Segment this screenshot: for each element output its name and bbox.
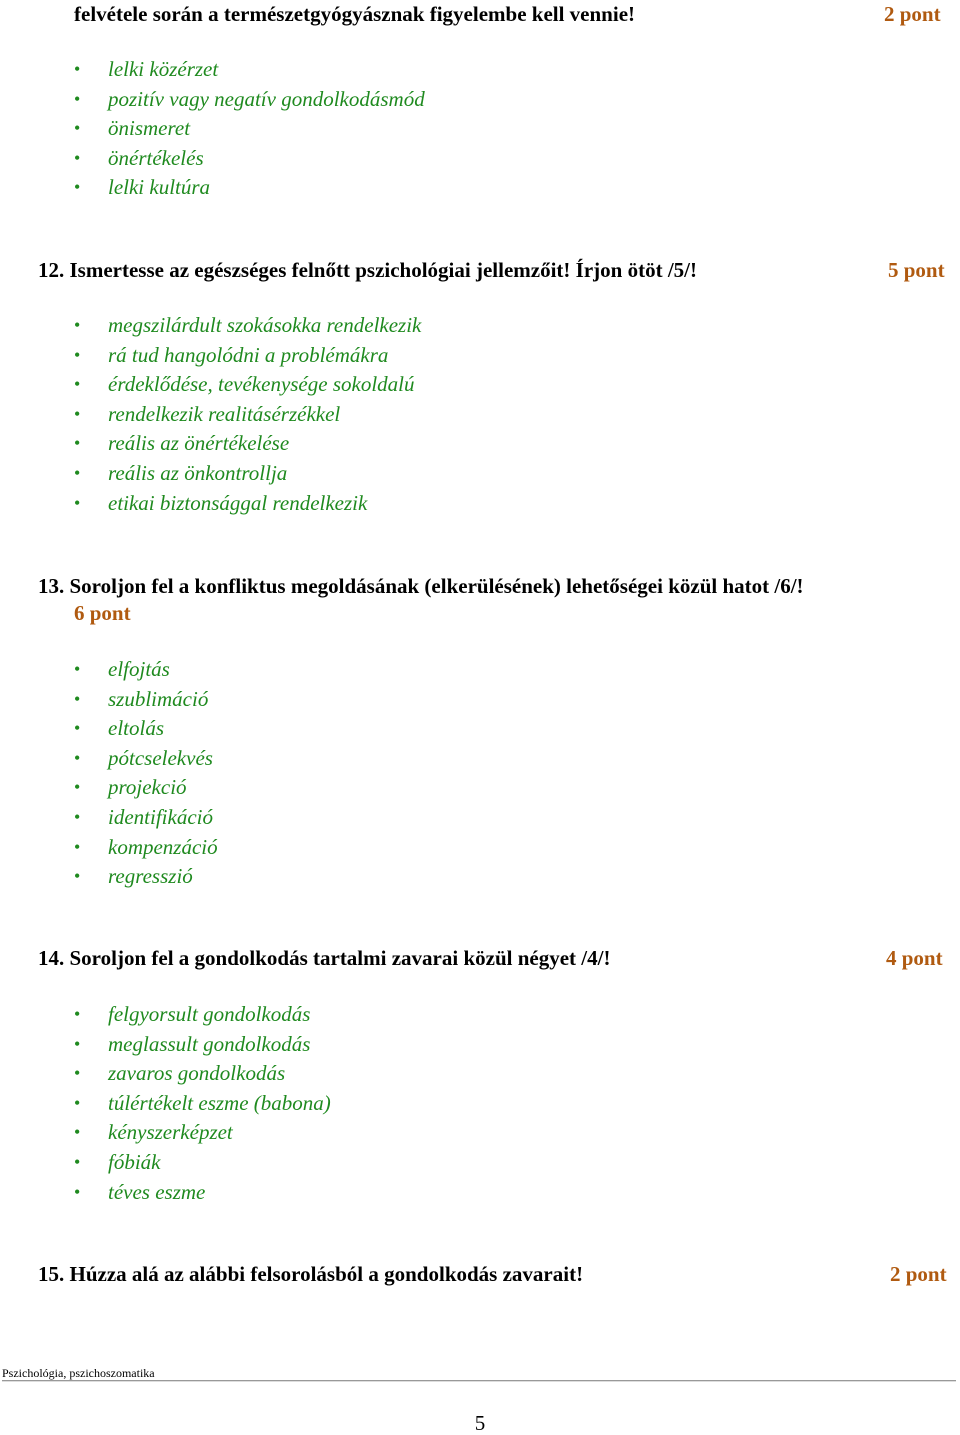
bullet-icon: • [74,1004,81,1024]
bullet-icon: • [74,344,81,365]
list-item: • kényszerképzet [0,1118,331,1148]
bullet-icon: • [74,59,81,79]
bullet-icon: • [74,1063,81,1084]
list-item: • reális az önkontrollja [0,459,421,489]
list-item: • fóbiák [0,1148,331,1178]
bullet-icon: • [74,718,81,739]
points-q14: 4 pont [886,946,943,970]
list-item: • szublimáció [0,685,218,715]
answer-list-q14 [0,1000,331,1207]
bullet-icon: • [74,433,81,454]
bullet-icon: • [74,374,81,395]
list-item: • önértékelés [0,144,425,174]
list-item: • regresszió [0,862,218,892]
list-item: • lelki közérzet [0,55,425,85]
bullet-icon: • [74,177,81,198]
list-item: • túlértékelt eszme (babona) [0,1089,331,1119]
footer-course-title: Pszichológia, pszichoszomatika [2,1366,155,1380]
footer-divider [2,1380,956,1382]
list-item: • téves eszme [0,1178,331,1208]
bullet-icon: • [74,747,81,768]
list-item: • érdeklődése, tevékenysége sokoldalú [0,370,421,400]
points-q12: 5 pont [888,258,945,282]
bullet-icon: • [74,777,81,798]
bullet-icon: • [74,1181,81,1202]
list-item: • rá tud hangolódni a problémákra [0,341,421,371]
bullet-icon: • [74,1092,81,1113]
list-item: • eltolás [0,714,218,744]
bullet-icon: • [74,118,81,139]
list-item: • lelki kultúra [0,173,425,203]
list-item: • projekció [0,773,218,803]
bullet-icon: • [74,1122,81,1143]
question-11-continuation: felvétele során a természetgyógyásznak figyelembe kell vennie! [74,2,636,26]
question-13: 13. Soroljon fel a konfliktus megoldásának (elkerülésének) lehetőségei közül hatot /6/! [38,574,804,598]
list-item: • pozitív vagy negatív gondolkodásmód [0,85,425,115]
question-12: 12. Ismertesse az egészséges felnőtt pszichológiai jellemzőit! Írjon ötöt /5/! [38,258,697,282]
list-item: • reális az önértékelése [0,429,421,459]
points-q13: 6 pont [74,601,131,625]
bullet-icon: • [74,403,81,424]
bullet-icon: • [74,1033,81,1054]
answer-list-q11 [0,55,425,203]
bullet-icon: • [74,492,81,513]
list-item: • felgyorsult gondolkodás [0,1000,331,1030]
page-number: 5 [474,1411,486,1435]
list-item: • önismeret [0,114,425,144]
answer-list-q12 [0,311,421,518]
points-q11: 2 pont [884,2,941,26]
bullet-icon: • [74,1151,81,1172]
list-item: • elfojtás [0,655,218,685]
list-item: • kompenzáció [0,833,218,863]
bullet-icon: • [74,836,81,857]
bullet-icon: • [74,315,81,335]
question-15: 15. Húzza alá az alábbi felsorolásból a gondolkodás zavarait! [38,1262,584,1286]
answer-list-q13 [0,655,218,892]
points-q15: 2 pont [890,1262,947,1286]
list-item: • pótcselekvés [0,744,218,774]
list-item: • meglassult gondolkodás [0,1030,331,1060]
bullet-icon: • [74,866,81,887]
list-item: • megszilárdult szokásokka rendelkezik [0,311,421,341]
bullet-icon: • [74,688,81,709]
list-item: • zavaros gondolkodás [0,1059,331,1089]
bullet-icon: • [74,462,81,483]
bullet-icon: • [74,659,81,679]
list-item: • etikai biztonsággal rendelkezik [0,489,421,519]
question-14: 14. Soroljon fel a gondolkodás tartalmi zavarai közül négyet /4/! [38,946,611,970]
bullet-icon: • [74,147,81,168]
list-item: • identifikáció [0,803,218,833]
bullet-icon: • [74,806,81,827]
list-item: • rendelkezik realitásérzékkel [0,400,421,430]
bullet-icon: • [74,88,81,109]
